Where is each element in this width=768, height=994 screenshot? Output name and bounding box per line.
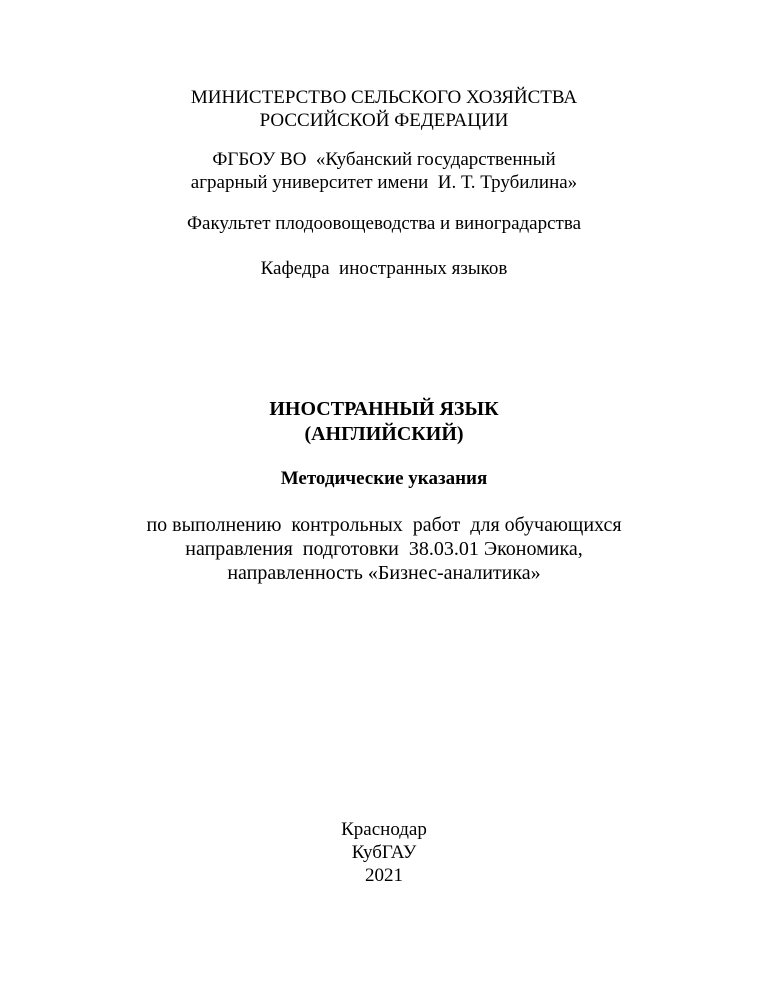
subtitle-text: Методические указания [280,468,488,489]
ministry-line-2: РОССИЙСКОЙ ФЕДЕРАЦИИ [259,110,509,131]
faculty-name: Факультет плодоовощеводства и виноградарства [187,213,581,234]
university-heading [0,148,768,194]
purpose-text [0,513,768,585]
imprint-publisher: КубГАУ [351,842,417,863]
purpose-line-2: направления подготовки 38.03.01 Экономика, [185,538,583,560]
imprint-year: 2021 [365,865,403,886]
title-line-2: (АНГЛИЙСКИЙ) [304,423,464,445]
ministry-line-1: МИНИСТЕРСТВО СЕЛЬСКОГО ХОЗЯЙСТВА [190,87,578,108]
document-title [0,397,768,447]
university-line-1: ФГБОУ ВО «Кубанский государственный [212,149,556,170]
purpose-line-3: направленность «Бизнес-аналитика» [227,562,541,584]
title-line-1: ИНОСТРАННЫЙ ЯЗЫК [269,398,499,420]
ministry-heading [0,86,768,132]
department-name: Кафедра иностранных языков [260,258,508,279]
department-heading [0,257,768,280]
faculty-heading [0,212,768,235]
imprint [0,818,768,887]
university-line-2: аграрный университет имени И. Т. Трубилина» [190,172,578,193]
document-subtitle [0,467,768,490]
imprint-city: Краснодар [341,819,427,840]
purpose-line-1: по выполнению контрольных работ для обучающихся [146,514,622,536]
